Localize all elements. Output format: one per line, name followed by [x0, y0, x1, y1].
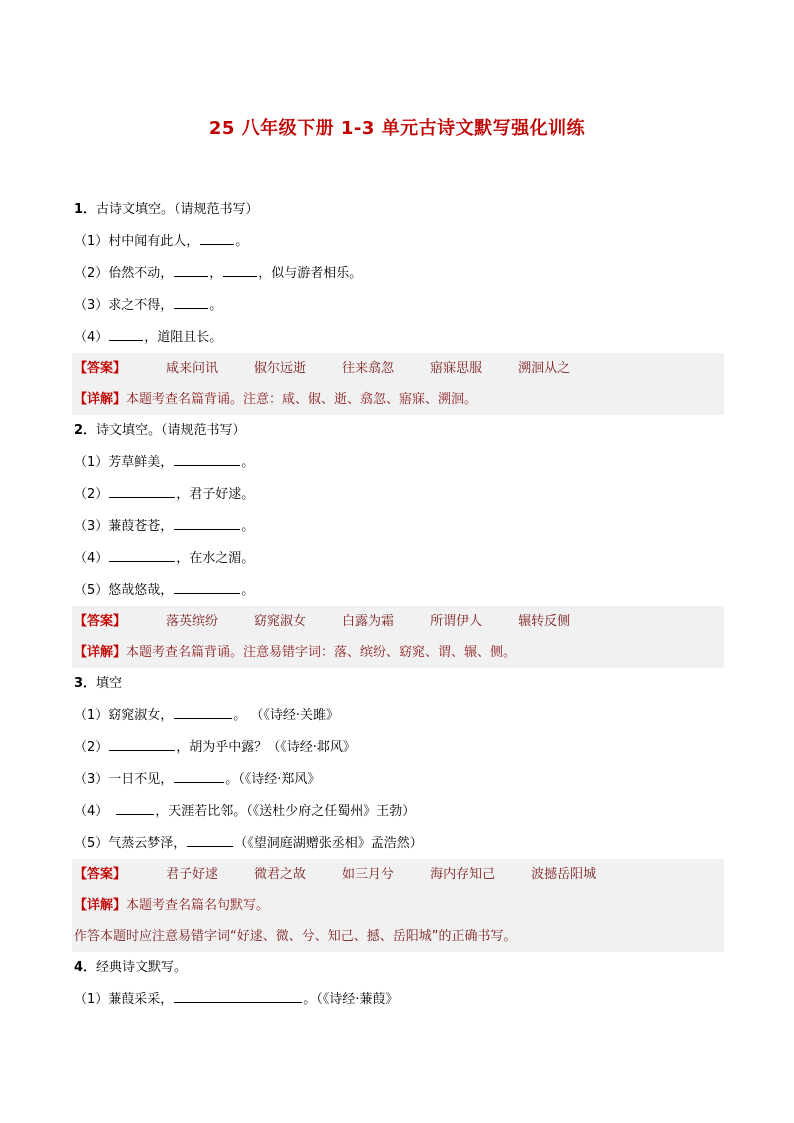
question-1-detail — [72, 384, 724, 415]
item-text: （5）气蒸云梦泽， — [74, 836, 187, 851]
item-text: （4） — [74, 804, 109, 819]
question-text: 诗文填空。（请规范书写） — [96, 423, 246, 438]
item-text: （1）蒹葭采采， — [74, 992, 174, 1007]
answer-1: 君子好逑 — [166, 867, 219, 882]
answer-blank[interactable] — [109, 549, 175, 562]
item-text: （1）芳草鲜美， — [74, 455, 174, 470]
answer-3: 往来翕忽 — [342, 361, 395, 376]
answer-1: 咸来问讯 — [166, 361, 219, 376]
answer-tag: 【答案】 — [74, 867, 127, 882]
answer-5: 溯洄从之 — [518, 361, 571, 376]
item-text: （2）佁然不动， — [74, 266, 174, 281]
item-text: （4） — [74, 330, 109, 345]
item-text: ，胡为乎中露？（《诗经·邶风》 — [176, 740, 356, 755]
question-number: 3． — [74, 676, 97, 691]
item-text: ，君子好逑。 — [176, 487, 255, 502]
item-text: ， — [209, 266, 223, 281]
answer-blank[interactable] — [174, 581, 240, 594]
answer-1: 落英缤纷 — [166, 614, 219, 629]
answer-blank[interactable] — [174, 770, 224, 783]
question-3-item-4 — [72, 795, 724, 827]
item-text: （3）一日不见， — [74, 772, 174, 787]
question-2-item-5 — [72, 574, 724, 606]
detail-tag: 【详解】 — [74, 392, 127, 407]
answer-4: 所谓伊人 — [430, 614, 483, 629]
answer-blank[interactable] — [200, 232, 234, 245]
question-1-answer — [72, 353, 724, 384]
question-4-item-1 — [72, 983, 724, 1015]
question-3-item-2 — [72, 731, 724, 763]
item-text: 。 — [241, 519, 255, 534]
question-text: 经典诗文默写。 — [96, 960, 188, 975]
question-4-heading — [72, 952, 724, 983]
answer-blank[interactable] — [174, 706, 232, 719]
answer-blank[interactable] — [174, 453, 240, 466]
question-2-heading — [72, 415, 724, 446]
question-2-item-4 — [72, 542, 724, 574]
question-3-note — [72, 921, 724, 952]
question-1-heading — [72, 194, 724, 225]
question-2-detail — [72, 637, 724, 668]
question-number: 2． — [74, 423, 97, 438]
item-text: （3）蒹葭苍苍， — [74, 519, 174, 534]
question-1-item-4 — [72, 321, 724, 353]
answer-2: 微君之故 — [254, 867, 307, 882]
question-3-heading — [72, 668, 724, 699]
question-3-detail — [72, 890, 724, 921]
item-text: 。 （《诗经·关雎》 — [233, 708, 340, 723]
answer-blank[interactable] — [109, 485, 175, 498]
answer-blank[interactable] — [174, 990, 302, 1003]
question-3-item-5 — [72, 827, 724, 859]
question-2-answer — [72, 606, 724, 637]
detail-tag: 【详解】 — [74, 645, 127, 660]
worksheet-content — [72, 194, 724, 1015]
question-text: 填空 — [96, 676, 123, 691]
answer-tag: 【答案】 — [74, 614, 127, 629]
question-2-item-1 — [72, 446, 724, 478]
question-number: 1． — [74, 202, 97, 217]
answer-4: 海内存知己 — [430, 867, 496, 882]
detail-note: 作答本题时应注意易错字词“好逑、微、兮、知己、撼、岳阳城”的正确书写。 — [74, 929, 517, 944]
page-title: 25 八年级下册 1-3 单元古诗文默写强化训练 — [208, 118, 586, 139]
question-2-item-2 — [72, 478, 724, 510]
answer-2: 俶尔远逝 — [254, 361, 307, 376]
answer-blank[interactable] — [174, 296, 208, 309]
item-text: 。（《诗经·蒹葭》 — [303, 992, 399, 1007]
answer-blank[interactable] — [116, 802, 154, 815]
question-number: 4． — [74, 960, 97, 975]
answer-blank[interactable] — [174, 264, 208, 277]
question-3-item-3 — [72, 763, 724, 795]
answer-blank[interactable] — [223, 264, 257, 277]
item-text: ，似与游者相乐。 — [258, 266, 363, 281]
answer-4: 寤寐思服 — [430, 361, 483, 376]
answer-5: 辗转反侧 — [518, 614, 571, 629]
item-text: 。 — [241, 455, 255, 470]
answer-3: 白露为霜 — [342, 614, 395, 629]
answer-blank[interactable] — [187, 834, 233, 847]
item-text: 。（《诗经·郑风》 — [225, 772, 321, 787]
question-1-item-1 — [72, 225, 724, 257]
item-text: 。 — [241, 583, 255, 598]
answer-blank[interactable] — [109, 738, 175, 751]
item-text: （5）悠哉悠哉， — [74, 583, 174, 598]
item-text: （3）求之不得， — [74, 298, 174, 313]
item-text: ，道阻且长。 — [144, 330, 223, 345]
detail-text: 本题考查名篇名句默写。 — [126, 898, 270, 913]
item-text: 。 — [209, 298, 223, 313]
question-text: 古诗文填空。（请规范书写） — [96, 202, 259, 217]
item-text: （1）窈窕淑女， — [74, 708, 174, 723]
answer-blank[interactable] — [109, 328, 143, 341]
item-text: （2） — [74, 487, 109, 502]
question-3-item-1 — [72, 699, 724, 731]
question-1-item-2 — [72, 257, 724, 289]
answer-5: 波撼岳阳城 — [531, 867, 597, 882]
answer-2: 窈窕淑女 — [254, 614, 307, 629]
item-text: （2） — [74, 740, 109, 755]
item-text: 。 — [235, 234, 249, 249]
answer-blank[interactable] — [174, 517, 240, 530]
item-text: ，在水之湄。 — [176, 551, 255, 566]
question-2-item-3 — [72, 510, 724, 542]
detail-tag: 【详解】 — [74, 898, 127, 913]
question-1-item-3 — [72, 289, 724, 321]
item-text: （1）村中闻有此人， — [74, 234, 200, 249]
answer-tag: 【答案】 — [74, 361, 127, 376]
detail-text: 本题考查名篇背诵。注意：咸、俶、逝、翕忽、寤寐、溯洄。 — [126, 392, 478, 407]
detail-text: 本题考查名篇背诵。注意易错字词：落、缤纷、窈窕、谓、辗、侧。 — [126, 645, 517, 660]
question-3-answer — [72, 859, 724, 890]
item-text: （《望洞庭湖赠张丞相》孟浩然） — [234, 836, 423, 851]
item-text: ，天涯若比邻。（《送杜少府之任蜀州》王勃） — [155, 804, 416, 819]
answer-3: 如三月兮 — [342, 867, 395, 882]
item-text: （4） — [74, 551, 109, 566]
